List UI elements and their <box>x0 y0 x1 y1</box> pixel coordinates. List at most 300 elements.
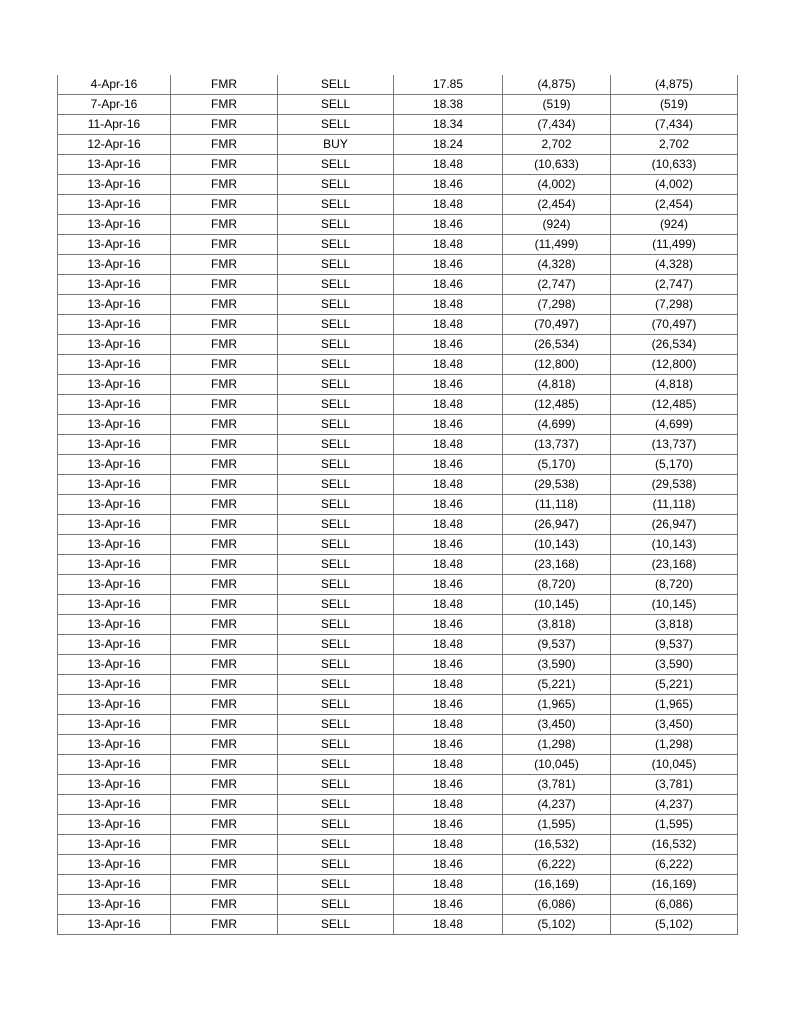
table-row <box>58 595 738 615</box>
quantity-cell: (1,595) <box>503 815 611 835</box>
quantity-2-cell: (16,169) <box>611 875 738 895</box>
trade-date-cell: 13-Apr-16 <box>58 415 171 435</box>
quantity-2-cell: (26,947) <box>611 515 738 535</box>
table-row <box>58 275 738 295</box>
quantity-cell: (7,434) <box>503 115 611 135</box>
side-cell: SELL <box>278 415 394 435</box>
quantity-2-cell: (4,237) <box>611 795 738 815</box>
firm-cell: FMR <box>171 615 278 635</box>
price-cell: 18.48 <box>394 755 503 775</box>
trade-date-cell: 13-Apr-16 <box>58 335 171 355</box>
side-cell: SELL <box>278 695 394 715</box>
price-cell: 18.46 <box>394 255 503 275</box>
side-cell: SELL <box>278 175 394 195</box>
quantity-2-cell: (23,168) <box>611 555 738 575</box>
quantity-2-cell: (6,222) <box>611 855 738 875</box>
trade-date-cell: 13-Apr-16 <box>58 475 171 495</box>
quantity-2-cell: (2,747) <box>611 275 738 295</box>
table-row <box>58 635 738 655</box>
side-cell: SELL <box>278 755 394 775</box>
price-cell: 18.46 <box>394 495 503 515</box>
firm-cell: FMR <box>171 375 278 395</box>
firm-cell: FMR <box>171 575 278 595</box>
side-cell: SELL <box>278 195 394 215</box>
firm-cell: FMR <box>171 155 278 175</box>
table-row <box>58 695 738 715</box>
table-row <box>58 555 738 575</box>
side-cell: SELL <box>278 475 394 495</box>
side-cell: SELL <box>278 455 394 475</box>
quantity-cell: (5,170) <box>503 455 611 475</box>
price-cell: 18.46 <box>394 175 503 195</box>
trade-date-cell: 13-Apr-16 <box>58 215 171 235</box>
firm-cell: FMR <box>171 395 278 415</box>
quantity-cell: (26,947) <box>503 515 611 535</box>
side-cell: SELL <box>278 775 394 795</box>
quantity-2-cell: (13,737) <box>611 435 738 455</box>
quantity-2-cell: (5,102) <box>611 915 738 935</box>
table-row <box>58 115 738 135</box>
firm-cell: FMR <box>171 295 278 315</box>
quantity-2-cell: (4,699) <box>611 415 738 435</box>
table-row <box>58 575 738 595</box>
table-row <box>58 755 738 775</box>
price-cell: 18.38 <box>394 95 503 115</box>
trade-date-cell: 13-Apr-16 <box>58 395 171 415</box>
firm-cell: FMR <box>171 695 278 715</box>
table-row <box>58 315 738 335</box>
quantity-cell: (4,818) <box>503 375 611 395</box>
firm-cell: FMR <box>171 915 278 935</box>
price-cell: 18.48 <box>394 235 503 255</box>
price-cell: 18.46 <box>394 655 503 675</box>
trade-date-cell: 13-Apr-16 <box>58 775 171 795</box>
table-row <box>58 815 738 835</box>
quantity-cell: (29,538) <box>503 475 611 495</box>
trade-date-cell: 13-Apr-16 <box>58 835 171 855</box>
side-cell: SELL <box>278 855 394 875</box>
trade-date-cell: 13-Apr-16 <box>58 515 171 535</box>
firm-cell: FMR <box>171 195 278 215</box>
price-cell: 18.48 <box>394 915 503 935</box>
side-cell: SELL <box>278 715 394 735</box>
quantity-cell: (1,965) <box>503 695 611 715</box>
side-cell: SELL <box>278 655 394 675</box>
quantity-2-cell: (4,818) <box>611 375 738 395</box>
table-row <box>58 75 738 95</box>
quantity-2-cell: (1,965) <box>611 695 738 715</box>
firm-cell: FMR <box>171 595 278 615</box>
table-row <box>58 775 738 795</box>
price-cell: 18.46 <box>394 535 503 555</box>
side-cell: SELL <box>278 495 394 515</box>
quantity-2-cell: (26,534) <box>611 335 738 355</box>
price-cell: 18.48 <box>394 555 503 575</box>
firm-cell: FMR <box>171 95 278 115</box>
price-cell: 18.46 <box>394 335 503 355</box>
price-cell: 18.48 <box>394 195 503 215</box>
price-cell: 18.48 <box>394 595 503 615</box>
quantity-2-cell: (7,298) <box>611 295 738 315</box>
quantity-2-cell: (4,002) <box>611 175 738 195</box>
price-cell: 18.46 <box>394 575 503 595</box>
table-row <box>58 835 738 855</box>
quantity-cell: (23,168) <box>503 555 611 575</box>
price-cell: 18.46 <box>394 615 503 635</box>
table-row <box>58 435 738 455</box>
quantity-2-cell: (29,538) <box>611 475 738 495</box>
side-cell: SELL <box>278 535 394 555</box>
trade-date-cell: 13-Apr-16 <box>58 275 171 295</box>
table-row <box>58 495 738 515</box>
trade-date-cell: 13-Apr-16 <box>58 175 171 195</box>
trade-date-cell: 13-Apr-16 <box>58 375 171 395</box>
trade-date-cell: 13-Apr-16 <box>58 555 171 575</box>
quantity-cell: (10,633) <box>503 155 611 175</box>
quantity-2-cell: (4,328) <box>611 255 738 275</box>
table-row <box>58 855 738 875</box>
quantity-cell: (4,002) <box>503 175 611 195</box>
price-cell: 18.24 <box>394 135 503 155</box>
firm-cell: FMR <box>171 235 278 255</box>
price-cell: 17.85 <box>394 75 503 95</box>
quantity-2-cell: (10,143) <box>611 535 738 555</box>
price-cell: 18.48 <box>394 675 503 695</box>
side-cell: SELL <box>278 295 394 315</box>
quantity-cell: (12,485) <box>503 395 611 415</box>
firm-cell: FMR <box>171 335 278 355</box>
price-cell: 18.46 <box>394 695 503 715</box>
firm-cell: FMR <box>171 495 278 515</box>
firm-cell: FMR <box>171 875 278 895</box>
quantity-cell: (5,221) <box>503 675 611 695</box>
quantity-cell: (4,875) <box>503 75 611 95</box>
firm-cell: FMR <box>171 215 278 235</box>
table-row <box>58 215 738 235</box>
price-cell: 18.48 <box>394 315 503 335</box>
trade-date-cell: 13-Apr-16 <box>58 735 171 755</box>
firm-cell: FMR <box>171 715 278 735</box>
price-cell: 18.46 <box>394 455 503 475</box>
quantity-cell: (3,590) <box>503 655 611 675</box>
firm-cell: FMR <box>171 755 278 775</box>
firm-cell: FMR <box>171 415 278 435</box>
side-cell: SELL <box>278 95 394 115</box>
side-cell: SELL <box>278 395 394 415</box>
trade-date-cell: 13-Apr-16 <box>58 255 171 275</box>
quantity-2-cell: (3,818) <box>611 615 738 635</box>
firm-cell: FMR <box>171 655 278 675</box>
trade-date-cell: 13-Apr-16 <box>58 675 171 695</box>
price-cell: 18.46 <box>394 855 503 875</box>
firm-cell: FMR <box>171 835 278 855</box>
quantity-cell: (10,145) <box>503 595 611 615</box>
table-row <box>58 715 738 735</box>
firm-cell: FMR <box>171 475 278 495</box>
side-cell: SELL <box>278 735 394 755</box>
trade-date-cell: 13-Apr-16 <box>58 895 171 915</box>
firm-cell: FMR <box>171 455 278 475</box>
table-row <box>58 615 738 635</box>
table-row <box>58 515 738 535</box>
quantity-2-cell: (16,532) <box>611 835 738 855</box>
price-cell: 18.46 <box>394 215 503 235</box>
quantity-2-cell: (70,497) <box>611 315 738 335</box>
quantity-cell: (3,818) <box>503 615 611 635</box>
price-cell: 18.48 <box>394 635 503 655</box>
price-cell: 18.48 <box>394 355 503 375</box>
side-cell: SELL <box>278 615 394 635</box>
quantity-cell: (924) <box>503 215 611 235</box>
quantity-2-cell: (1,298) <box>611 735 738 755</box>
quantity-2-cell: (1,595) <box>611 815 738 835</box>
quantity-2-cell: (11,118) <box>611 495 738 515</box>
quantity-cell: (1,298) <box>503 735 611 755</box>
firm-cell: FMR <box>171 435 278 455</box>
firm-cell: FMR <box>171 255 278 275</box>
quantity-2-cell: (7,434) <box>611 115 738 135</box>
trade-date-cell: 13-Apr-16 <box>58 855 171 875</box>
table-row <box>58 535 738 555</box>
side-cell: SELL <box>278 115 394 135</box>
price-cell: 18.48 <box>394 155 503 175</box>
quantity-2-cell: 2,702 <box>611 135 738 155</box>
firm-cell: FMR <box>171 115 278 135</box>
quantity-cell: (5,102) <box>503 915 611 935</box>
side-cell: SELL <box>278 515 394 535</box>
side-cell: SELL <box>278 875 394 895</box>
firm-cell: FMR <box>171 75 278 95</box>
trade-date-cell: 13-Apr-16 <box>58 295 171 315</box>
quantity-2-cell: (2,454) <box>611 195 738 215</box>
table-row <box>58 135 738 155</box>
side-cell: SELL <box>278 335 394 355</box>
quantity-cell: (3,781) <box>503 775 611 795</box>
table-row <box>58 395 738 415</box>
firm-cell: FMR <box>171 315 278 335</box>
side-cell: SELL <box>278 675 394 695</box>
price-cell: 18.48 <box>394 435 503 455</box>
price-cell: 18.46 <box>394 375 503 395</box>
table-row <box>58 675 738 695</box>
price-cell: 18.48 <box>394 715 503 735</box>
price-cell: 18.46 <box>394 815 503 835</box>
quantity-cell: (519) <box>503 95 611 115</box>
trade-date-cell: 13-Apr-16 <box>58 355 171 375</box>
trade-date-cell: 4-Apr-16 <box>58 75 171 95</box>
quantity-cell: (11,118) <box>503 495 611 515</box>
side-cell: SELL <box>278 235 394 255</box>
side-cell: SELL <box>278 215 394 235</box>
quantity-cell: (4,237) <box>503 795 611 815</box>
table-row <box>58 335 738 355</box>
firm-cell: FMR <box>171 795 278 815</box>
price-cell: 18.48 <box>394 475 503 495</box>
trade-date-cell: 7-Apr-16 <box>58 95 171 115</box>
quantity-2-cell: (5,170) <box>611 455 738 475</box>
quantity-cell: (2,747) <box>503 275 611 295</box>
table-row <box>58 655 738 675</box>
trade-date-cell: 13-Apr-16 <box>58 195 171 215</box>
table-row <box>58 735 738 755</box>
quantity-2-cell: (3,590) <box>611 655 738 675</box>
trade-date-cell: 13-Apr-16 <box>58 695 171 715</box>
quantity-cell: (4,699) <box>503 415 611 435</box>
firm-cell: FMR <box>171 735 278 755</box>
table-row <box>58 375 738 395</box>
table-row <box>58 415 738 435</box>
table-row <box>58 295 738 315</box>
quantity-cell: (10,045) <box>503 755 611 775</box>
quantity-2-cell: (9,537) <box>611 635 738 655</box>
trade-date-cell: 13-Apr-16 <box>58 315 171 335</box>
side-cell: SELL <box>278 435 394 455</box>
trade-date-cell: 13-Apr-16 <box>58 435 171 455</box>
quantity-2-cell: (3,781) <box>611 775 738 795</box>
price-cell: 18.46 <box>394 895 503 915</box>
table-body <box>58 75 738 935</box>
transactions-table <box>57 75 738 935</box>
firm-cell: FMR <box>171 515 278 535</box>
side-cell: SELL <box>278 575 394 595</box>
table-row <box>58 255 738 275</box>
trade-date-cell: 13-Apr-16 <box>58 155 171 175</box>
price-cell: 18.48 <box>394 835 503 855</box>
firm-cell: FMR <box>171 535 278 555</box>
quantity-cell: (11,499) <box>503 235 611 255</box>
side-cell: SELL <box>278 595 394 615</box>
quantity-cell: (6,086) <box>503 895 611 915</box>
price-cell: 18.46 <box>394 415 503 435</box>
side-cell: SELL <box>278 555 394 575</box>
trade-date-cell: 13-Apr-16 <box>58 595 171 615</box>
price-cell: 18.48 <box>394 875 503 895</box>
side-cell: SELL <box>278 255 394 275</box>
side-cell: SELL <box>278 815 394 835</box>
side-cell: SELL <box>278 635 394 655</box>
firm-cell: FMR <box>171 175 278 195</box>
side-cell: SELL <box>278 315 394 335</box>
firm-cell: FMR <box>171 555 278 575</box>
trade-date-cell: 13-Apr-16 <box>58 815 171 835</box>
table-row <box>58 235 738 255</box>
table-row <box>58 915 738 935</box>
quantity-cell: (8,720) <box>503 575 611 595</box>
firm-cell: FMR <box>171 815 278 835</box>
quantity-2-cell: (8,720) <box>611 575 738 595</box>
price-cell: 18.46 <box>394 275 503 295</box>
trade-date-cell: 13-Apr-16 <box>58 795 171 815</box>
firm-cell: FMR <box>171 895 278 915</box>
quantity-cell: (12,800) <box>503 355 611 375</box>
table-row <box>58 175 738 195</box>
trade-date-cell: 13-Apr-16 <box>58 655 171 675</box>
quantity-cell: (13,737) <box>503 435 611 455</box>
quantity-2-cell: (10,045) <box>611 755 738 775</box>
trade-date-cell: 11-Apr-16 <box>58 115 171 135</box>
side-cell: SELL <box>278 375 394 395</box>
price-cell: 18.46 <box>394 735 503 755</box>
quantity-cell: (26,534) <box>503 335 611 355</box>
side-cell: SELL <box>278 835 394 855</box>
firm-cell: FMR <box>171 675 278 695</box>
side-cell: SELL <box>278 795 394 815</box>
firm-cell: FMR <box>171 355 278 375</box>
quantity-cell: (7,298) <box>503 295 611 315</box>
trade-date-cell: 13-Apr-16 <box>58 755 171 775</box>
quantity-2-cell: (10,633) <box>611 155 738 175</box>
quantity-cell: (16,532) <box>503 835 611 855</box>
side-cell: SELL <box>278 275 394 295</box>
quantity-2-cell: (12,485) <box>611 395 738 415</box>
quantity-2-cell: (4,875) <box>611 75 738 95</box>
quantity-2-cell: (10,145) <box>611 595 738 615</box>
quantity-cell: (16,169) <box>503 875 611 895</box>
price-cell: 18.48 <box>394 395 503 415</box>
quantity-cell: (4,328) <box>503 255 611 275</box>
side-cell: BUY <box>278 135 394 155</box>
trade-date-cell: 13-Apr-16 <box>58 715 171 735</box>
table-row <box>58 155 738 175</box>
price-cell: 18.48 <box>394 295 503 315</box>
quantity-cell: (6,222) <box>503 855 611 875</box>
table-row <box>58 795 738 815</box>
table-row <box>58 875 738 895</box>
quantity-cell: (70,497) <box>503 315 611 335</box>
table-row <box>58 95 738 115</box>
quantity-2-cell: (5,221) <box>611 675 738 695</box>
trade-date-cell: 13-Apr-16 <box>58 915 171 935</box>
table-row <box>58 195 738 215</box>
quantity-cell: (9,537) <box>503 635 611 655</box>
quantity-cell: (10,143) <box>503 535 611 555</box>
trade-date-cell: 12-Apr-16 <box>58 135 171 155</box>
quantity-cell: 2,702 <box>503 135 611 155</box>
trade-date-cell: 13-Apr-16 <box>58 535 171 555</box>
side-cell: SELL <box>278 355 394 375</box>
quantity-2-cell: (3,450) <box>611 715 738 735</box>
table-row <box>58 455 738 475</box>
price-cell: 18.46 <box>394 775 503 795</box>
quantity-2-cell: (12,800) <box>611 355 738 375</box>
trade-date-cell: 13-Apr-16 <box>58 495 171 515</box>
trade-date-cell: 13-Apr-16 <box>58 455 171 475</box>
quantity-2-cell: (519) <box>611 95 738 115</box>
table-row <box>58 355 738 375</box>
firm-cell: FMR <box>171 275 278 295</box>
quantity-2-cell: (924) <box>611 215 738 235</box>
firm-cell: FMR <box>171 635 278 655</box>
quantity-2-cell: (11,499) <box>611 235 738 255</box>
trade-date-cell: 13-Apr-16 <box>58 635 171 655</box>
firm-cell: FMR <box>171 135 278 155</box>
trade-date-cell: 13-Apr-16 <box>58 575 171 595</box>
side-cell: SELL <box>278 155 394 175</box>
trade-date-cell: 13-Apr-16 <box>58 615 171 635</box>
table-row <box>58 895 738 915</box>
quantity-2-cell: (6,086) <box>611 895 738 915</box>
trade-date-cell: 13-Apr-16 <box>58 235 171 255</box>
quantity-cell: (3,450) <box>503 715 611 735</box>
firm-cell: FMR <box>171 855 278 875</box>
quantity-cell: (2,454) <box>503 195 611 215</box>
price-cell: 18.48 <box>394 515 503 535</box>
side-cell: SELL <box>278 75 394 95</box>
side-cell: SELL <box>278 895 394 915</box>
trade-date-cell: 13-Apr-16 <box>58 875 171 895</box>
firm-cell: FMR <box>171 775 278 795</box>
price-cell: 18.48 <box>394 795 503 815</box>
